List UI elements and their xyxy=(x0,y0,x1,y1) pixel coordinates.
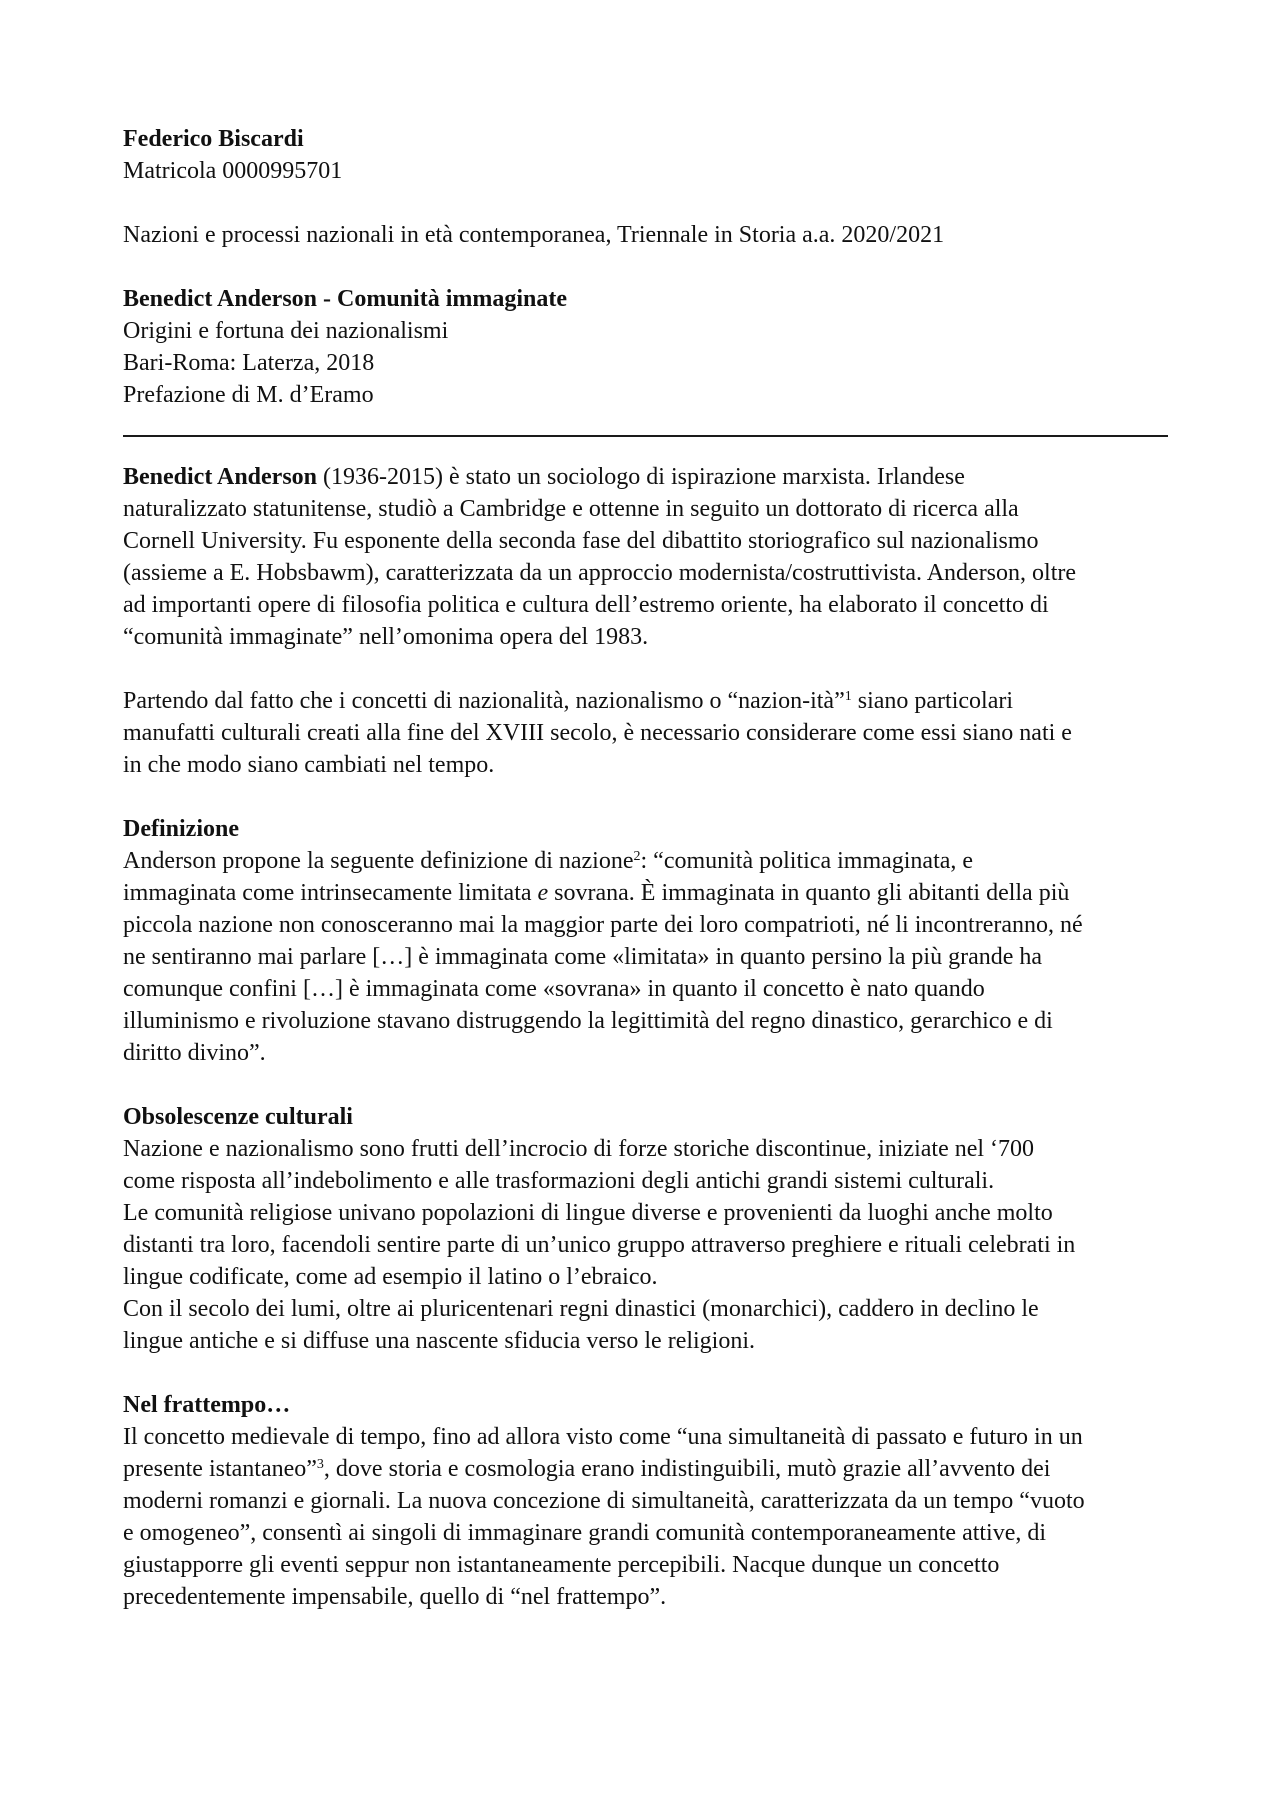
premise-paragraph xyxy=(123,685,1168,781)
intro-paragraph xyxy=(123,461,1168,653)
premise-line: manufatti culturali creati alla fine del XVIII secolo, è necessario considerare come essi siano nati e xyxy=(123,720,1072,746)
book-title: Benedict Anderson - Comunità immaginate xyxy=(123,286,567,312)
definizione-text: : “comunità politica immaginata, e xyxy=(640,848,974,874)
course-info: Nazioni e processi nazionali in età contemporanea, Triennale in Storia a.a. 2020/2021 xyxy=(123,222,945,248)
section-heading-definizione: Definizione xyxy=(123,816,239,842)
intro-author-name: Benedict Anderson xyxy=(123,464,318,490)
frattempo-line: moderni romanzi e giornali. La nuova concezione di simultaneità, caratterizzata da un tempo “vuoto xyxy=(123,1488,1085,1514)
frattempo-line: giustapporre gli eventi seppur non istantaneamente percepibili. Nacque dunque un concetto xyxy=(123,1552,1000,1578)
definizione-text: sovrana. È immaginata in quanto gli abitanti della più xyxy=(548,880,1070,906)
book-subtitle: Origini e fortuna dei nazionalismi xyxy=(123,318,449,344)
definizione-line xyxy=(123,845,1168,877)
definizione-emphasis: e xyxy=(537,880,549,906)
frattempo-line xyxy=(123,1453,1168,1485)
obsolescenze-line: lingue codificate, come ad esempio il latino o l’ebraico. xyxy=(123,1264,658,1290)
spacer xyxy=(123,653,1168,685)
spacer xyxy=(123,251,1168,283)
intro-line: naturalizzato statunitense, studiò a Cambridge e ottenne in seguito un dottorato di ricerca alla xyxy=(123,496,1019,522)
definizione-text: immaginata come intrinsecamente limitata xyxy=(123,880,538,906)
intro-line-text: (1936-2015) è stato un sociologo di ispirazione marxista. Irlandese xyxy=(317,464,965,490)
definizione-line xyxy=(123,877,1168,909)
intro-line: “comunità immaginate” nell’omonima opera del 1983. xyxy=(123,624,649,650)
obsolescenze-line: lingue antiche e si diffuse una nascente sfiducia verso le religioni. xyxy=(123,1328,756,1354)
obsolescenze-line: come risposta all’indebolimento e alle trasformazioni degli antichi grandi sistemi culturali. xyxy=(123,1168,995,1194)
student-id: Matricola 0000995701 xyxy=(123,158,343,184)
footnote-ref-2[interactable]: 2 xyxy=(633,849,641,864)
section-heading-obsolescenze: Obsolescenze culturali xyxy=(123,1104,353,1130)
definizione-text: Anderson propone la seguente definizione di nazione xyxy=(123,848,634,874)
obsolescenze-line: distanti tra loro, facendoli sentire parte di un’unico gruppo attraverso preghiere e rituali celebrati in xyxy=(123,1232,1076,1258)
horizontal-divider xyxy=(123,435,1168,437)
spacer xyxy=(123,1069,1168,1101)
footnote-ref-3[interactable]: 3 xyxy=(316,1457,324,1472)
definizione-line: comunque confini […] è immaginata come «sovrana» in quanto il concetto è nato quando xyxy=(123,976,985,1002)
footnote-ref-1[interactable]: 1 xyxy=(844,689,852,704)
obsolescenze-line: Con il secolo dei lumi, oltre ai pluricentenari regni dinastici (monarchici), caddero in declino le xyxy=(123,1296,1039,1322)
definizione-section xyxy=(123,813,1168,1069)
premise-text: Partendo dal fatto che i concetti di nazionalità, nazionalismo o “nazion-ità” xyxy=(123,688,845,714)
definizione-line: piccola nazione non conosceranno mai la maggior parte dei loro compatrioti, né li incontreranno, né xyxy=(123,912,1083,938)
obsolescenze-line: Le comunità religiose univano popolazioni di lingue diverse e provenienti da luoghi anche molto xyxy=(123,1200,1053,1226)
frattempo-line: precedentemente impensabile, quello di “nel frattempo”. xyxy=(123,1584,667,1610)
definizione-line: ne sentiranno mai parlare […] è immaginata come «limitata» in quanto persino la più grande ha xyxy=(123,944,1043,970)
section-heading-frattempo: Nel frattempo… xyxy=(123,1392,291,1418)
spacer xyxy=(123,781,1168,813)
premise-line: in che modo siano cambiati nel tempo. xyxy=(123,752,495,778)
spacer xyxy=(123,1357,1168,1389)
author-name: Federico Biscardi xyxy=(123,126,304,152)
intro-line: ad importanti opere di filosofia politica e cultura dell’estremo oriente, ha elaborato il concetto di xyxy=(123,592,1049,618)
premise-line xyxy=(123,685,1168,717)
frattempo-text: presente istantaneo” xyxy=(123,1456,317,1482)
spacer xyxy=(123,187,1168,219)
document-body xyxy=(123,123,1168,1613)
definizione-line: diritto divino”. xyxy=(123,1040,266,1066)
obsolescenze-line: Nazione e nazionalismo sono frutti dell’incrocio di forze storiche discontinue, iniziate nel ‘700 xyxy=(123,1136,1035,1162)
definizione-line: illuminismo e rivoluzione stavano distruggendo la legittimità del regno dinastico, gerarchico e di xyxy=(123,1008,1053,1034)
intro-line: Cornell University. Fu esponente della seconda fase del dibattito storiografico sul nazionalismo xyxy=(123,528,1039,554)
intro-line xyxy=(123,461,1168,493)
book-publisher: Bari-Roma: Laterza, 2018 xyxy=(123,350,375,376)
book-preface: Prefazione di M. d’Eramo xyxy=(123,382,374,408)
premise-text: siano particolari xyxy=(851,688,1014,714)
frattempo-text: , dove storia e cosmologia erano indistinguibili, mutò grazie all’avvento dei xyxy=(323,1456,1051,1482)
obsolescenze-section xyxy=(123,1101,1168,1357)
intro-line: (assieme a E. Hobsbawm), caratterizzata da un approccio modernista/costruttivista. Anderson, oltre xyxy=(123,560,1077,586)
frattempo-line: Il concetto medievale di tempo, fino ad allora visto come “una simultaneità di passato e futuro in un xyxy=(123,1424,1083,1450)
frattempo-line: e omogeneo”, consentì ai singoli di immaginare grandi comunità contemporaneamente attive, di xyxy=(123,1520,1047,1546)
frattempo-section xyxy=(123,1389,1168,1613)
